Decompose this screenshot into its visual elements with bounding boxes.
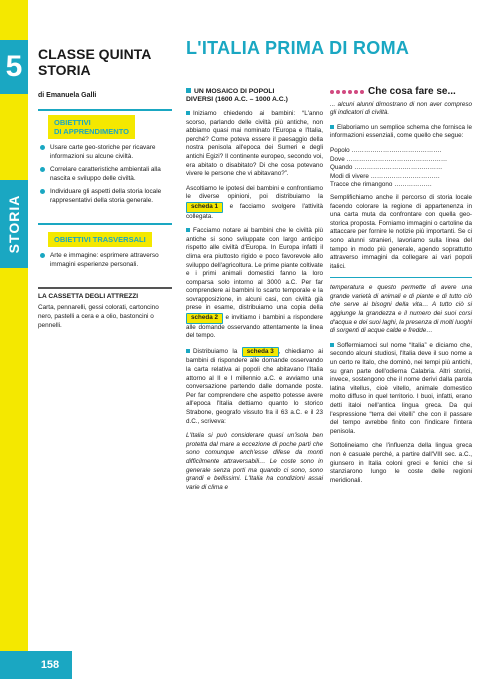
paragraph: Iniziamo chiedendo ai bambini: “L'anno scorso, parlando delle civiltà più antiche, non abbiamo quasi mai nominato l'Europa e l'Italia, perché? Come poteva essere il paesaggio della nostra penisola all'epoca dei Sumeri e degli antichi Egizi? Il continente europeo, secondo voi, era abitato o disabitato? Di che cosa potevano vivere le persone che vi abitavano?”. [186, 110, 323, 178]
sidebar [38, 46, 172, 330]
list-item: Correlare caratteristiche ambientali alla nascita e sviluppo delle civiltà. [38, 165, 172, 183]
tools-text: Carta, pennarelli, gessi colorati, cartoncino nero, pastelli a cera e a olio, bastoncini o pennelli. [38, 304, 159, 329]
quote: L'Italia si può considerare quasi un'isola ben protetta dal mare a eccezione di poche parti che sono comunque anch'esse difese da monti difficilmente attraversabili… Le coste sono in generale senza porti ma quando ci sono, sono grandi e bellissimi. L'Italia ha condizioni assai varie di clima e [186, 432, 323, 491]
list-item: Individuare gli aspetti della storia locale rappresentativi della storia generale. [38, 187, 172, 205]
list-item: Modi di vivere …………………………… [330, 172, 440, 180]
page-title: L'ITALIA PRIMA DI ROMA [186, 38, 410, 58]
footer-band [0, 651, 28, 679]
transversal-list [38, 247, 172, 277]
page-number: 158 [28, 651, 72, 679]
square-bullet-icon [186, 228, 190, 232]
objectives-list [38, 139, 172, 213]
dots-icon [330, 90, 364, 94]
chapter-number: 5 [0, 40, 28, 94]
worksheet-link[interactable]: scheda 2 [186, 313, 223, 324]
paragraph: Ascoltiamo le ipotesi dei bambini e confrontiamo le diverse opinioni, poi distribuiamo la scheda 1 e facciamo svolgere l'attività collegata. [186, 184, 323, 220]
author: di Emanuela Galli [38, 92, 97, 99]
tools-box [38, 287, 172, 330]
objectives-heading: OBIETTIVI DI APPRENDIMENTO [48, 115, 135, 139]
square-bullet-icon [330, 125, 334, 129]
tools-heading: LA CASSETTA DEGLI ATTREZZI [38, 293, 139, 300]
list-item: Dove ………………………………………… [330, 155, 448, 163]
section-title: UN MOSAICO DI POPOLI DIVERSI (1600 A.C. – 1000 A.C.) [186, 88, 288, 103]
transversal-heading: OBIETTIVI TRASVERSALI [48, 232, 152, 247]
worksheet-link[interactable]: scheda 3 [242, 347, 279, 358]
tip-box-title: Che cosa fare se... [368, 86, 456, 97]
subject-tab [0, 180, 28, 268]
list-item: Arte e immagine: esprimere attraverso immagini esperienze personali. [38, 251, 172, 269]
main-column-right [330, 88, 472, 491]
list-item: Quando …………………………………… [330, 164, 443, 172]
paragraph: Sottolineiamo che l'influenza della lingua greca non è casuale perché, a partire dall'VIII sec. a.C., giunsero in Italia coloni greci e fenici che si stanziarono lungo le coste delle regioni meridionali. [330, 442, 472, 484]
divider [330, 277, 472, 278]
square-bullet-icon [186, 349, 190, 353]
objectives-box [38, 109, 172, 213]
class-title: CLASSE QUINTA STORIA [38, 46, 152, 78]
tip-intro: ... alcuni alunni dimostrano di non aver compreso gli indicatori di civiltà. [330, 100, 472, 117]
square-bullet-icon [186, 111, 190, 115]
square-bullet-icon [330, 343, 334, 347]
paragraph: Soffermiamoci sul nome “Italia” e diciamo che, secondo alcuni studiosi, l'Italia deve il suo nome a un certo re Italo, che dominò, nei tempi più antichi, su gran parte dell'odierna Calabria. Altri storici, invece, sostengono che il nome derivi dalla parola latina vitellus, cioè vitello, animale domestico molto diffuso in quel territorio. I buoi, infatti, erano detti italoi nell'antica lingua greca. Da qui l'espressione “terra dei vitelli” che con il passare del tempo avrebbe finito con l'indicare l'intera penisola. [330, 341, 472, 435]
tip-box-heading [330, 88, 472, 97]
quote-continued: temperatura e questo permette di avere una grande varietà di animali e di piante e di tutto ciò che serve ai bisogni della vita… A tutto ciò si aggiunge la grandezza e il numero dei suoi corsi d'acqua e dei suoi laghi, la presenza di molti luoghi di sorgenti di acque calde e fredde… [330, 284, 472, 335]
main-column-left [186, 88, 323, 498]
paragraph: Distribuiamo la scheda 3 , chiediamo ai bambini di rispondere alle domande osservando la carta relativa ai popoli che abitavano l'Italia attorno al II e I millennio a.C. e avviamo una conversazione partendo dalle domande poste. Per far comprendere che aspetto potesse avere all'epoca l'Italia dettiamo quanto lo storico Strabone, geografo vissuto fra il 63 a.C. e il 23 d.C., scriveva: [186, 347, 323, 425]
schema-list [330, 147, 472, 190]
paragraph: Elaboriamo un semplice schema che fornisca le informazioni essenziali, come quello che segue: [330, 123, 472, 140]
list-item: Usare carte geo-storiche per ricavare informazioni su alcune civiltà. [38, 143, 172, 161]
subject-tab-label: STORIA [6, 194, 22, 254]
side-color-band [0, 0, 28, 679]
paragraph: Facciamo notare ai bambini che le civiltà più antiche si sono sviluppate con largo anticipo rispetto alle civiltà d'Europa. In Europa infatti il clima era piuttosto rigido e poco favorevole allo sviluppo dell'agricoltura. Le prime piante coltivate e i primi animali domestici fanno la loro comparsa solo intorno al 3000 a.C. Per far comprendere ai bambini lo scarto temporale e la sovrapposizione, in alcuni casi, con civiltà già prese in esame, distribuiamo una copia della scheda 2 e invitiamo i bambini a rispondere alle domande osservando attentamente la linea del tempo. [186, 227, 324, 340]
transversal-box [38, 223, 172, 277]
list-item: Popolo ……………………………………. [330, 146, 442, 154]
square-bullet-icon [186, 88, 191, 93]
worksheet-link[interactable]: scheda 1 [186, 202, 223, 213]
list-item: Tracce che rimangono ……………… [330, 181, 432, 189]
paragraph: Semplifichiamo anche il percorso di storia locale facendo colorare la regione di appartenenza in una carta muta da confrontare con quella geo-storica proposta. Forniamo immagini o cartoline da attaccare per fornire le notizie più importanti. Se ci sono alunni stranieri, lavoriamo sulla linea del tempo in modo più generale, agendo soprattutto attraverso immagini da collegare ai vari popoli italici. [330, 193, 472, 270]
